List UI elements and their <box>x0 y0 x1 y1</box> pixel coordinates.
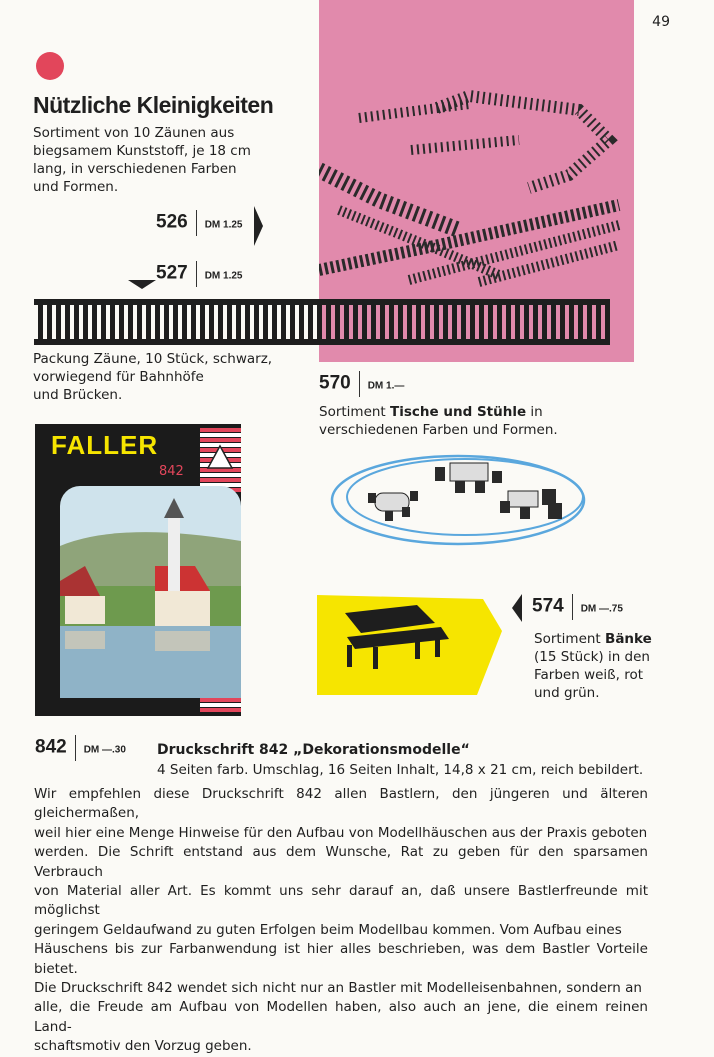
item-number: 842 <box>35 736 67 758</box>
fence-slat <box>542 303 547 343</box>
page-number: 49 <box>652 14 670 30</box>
fence-slat <box>191 303 196 343</box>
fence-slat <box>452 303 457 343</box>
fence-slat <box>407 303 412 343</box>
fence-slat <box>596 303 601 343</box>
item-842-price-line <box>35 735 126 765</box>
section-description <box>33 124 273 196</box>
item-number: 527 <box>156 262 188 284</box>
fence-slat <box>65 303 70 343</box>
desc-prefix: Sortiment <box>319 404 391 420</box>
bench-image <box>317 595 507 695</box>
desc-line: und Formen. <box>33 179 119 195</box>
fence-slat <box>227 303 232 343</box>
fence-slat <box>434 303 439 343</box>
item-842-title: Druckschrift 842 „Dekorationsmodelle“ <box>157 742 470 758</box>
desc-suffix: in <box>526 404 543 420</box>
body-line: alle, die Freude am Aufbau von Modellen haben, also auch an jene, die einem reinen Land- <box>34 999 648 1035</box>
fence-slat <box>92 303 97 343</box>
desc-line: Packung Zäune, 10 Stück, schwarz, <box>33 351 273 367</box>
desc-line: und Brücken. <box>33 387 123 403</box>
fence-slat <box>443 303 448 343</box>
booklet-cover <box>35 424 241 716</box>
fence-slat <box>155 303 160 343</box>
fence-slat <box>317 303 322 343</box>
fence-slat <box>47 303 52 343</box>
fence-slat <box>551 303 556 343</box>
item-574-price-line <box>532 594 623 624</box>
pointer-right-icon <box>254 206 264 246</box>
desc-bold: Bänke <box>605 631 652 647</box>
item-570-description <box>319 403 609 439</box>
desc-line: Farben weiß, rot <box>534 667 644 683</box>
fence-slat <box>416 303 421 343</box>
item-842-subtitle: 4 Seiten farb. Umschlag, 16 Seiten Inhalt, 14,8 x 21 cm, reich bebildert. <box>157 762 644 778</box>
fence-slat <box>560 303 565 343</box>
fence-slat <box>281 303 286 343</box>
divider <box>359 371 360 397</box>
fence-slat <box>209 303 214 343</box>
fence-slat <box>263 303 268 343</box>
fence-slat <box>524 303 529 343</box>
fence-slat <box>362 303 367 343</box>
fence-slat <box>245 303 250 343</box>
divider <box>75 735 76 761</box>
fence-slat <box>101 303 106 343</box>
item-527-description <box>33 350 313 404</box>
body-line: Die Druckschrift 842 wendet sich nicht nur an Bastler mit Modelleisenbahnen, sondern an <box>34 980 642 997</box>
item-527-price-line <box>156 261 243 291</box>
pointer-left-icon <box>512 594 522 622</box>
fence-slat <box>182 303 187 343</box>
item-price: DM 1.25 <box>204 270 243 282</box>
fence-slat <box>218 303 223 343</box>
fence-slat <box>200 303 205 343</box>
fence-slat <box>83 303 88 343</box>
fence-slat <box>254 303 259 343</box>
fence-slat <box>326 303 331 343</box>
fence-slat <box>74 303 79 343</box>
body-line: Wir empfehlen diese Druckschrift 842 allen Bastlern, den jüngeren und älteren gleichermaßen, <box>34 786 648 822</box>
fence-slat <box>569 303 574 343</box>
fence-slat <box>488 303 493 343</box>
item-number: 570 <box>319 372 351 394</box>
fence-slat <box>389 303 394 343</box>
desc-line: verschiedenen Farben und Formen. <box>319 422 558 438</box>
fence-slat <box>479 303 484 343</box>
fence-slat <box>497 303 502 343</box>
fence-slat <box>173 303 178 343</box>
fence-slat <box>335 303 340 343</box>
fence-slat <box>272 303 277 343</box>
fence-slat <box>398 303 403 343</box>
divider <box>572 594 573 620</box>
body-line: Häuschens bis zur Farbanwendung ist hier alles beschrieben, was dem Bastler Vorteile bietet. <box>34 941 648 977</box>
fence-slat <box>344 303 349 343</box>
fence-slat <box>470 303 475 343</box>
desc-line: vorwiegend für Bahnhöfe <box>33 369 204 385</box>
fence-slat <box>164 303 169 343</box>
fence-slat <box>56 303 61 343</box>
divider <box>196 210 197 236</box>
fence-slat <box>371 303 376 343</box>
body-line: von Material aller Art. Es kommt uns sehr darauf an, daß unsere Bastlerfreunde mit möglichst <box>34 883 648 919</box>
fence-slat <box>236 303 241 343</box>
desc-line: biegsamem Kunststoff, je 18 cm <box>33 143 251 159</box>
desc-line: und grün. <box>534 685 600 701</box>
booklet-brand: FALLER <box>51 430 159 460</box>
black-fence-image <box>34 299 610 347</box>
body-line: geringem Geldaufwand zu guten Erfolgen beim Modellbau kommen. Vom Aufbau eines <box>34 921 622 938</box>
desc-line: (15 Stück) in den <box>534 649 650 665</box>
desc-line: lang, in verschiedenen Farben <box>33 161 237 177</box>
item-price: DM 1.25 <box>204 219 243 231</box>
tables-chairs-image <box>330 445 600 555</box>
section-title: Nützliche Kleinigkeiten <box>33 92 274 118</box>
fence-slat <box>146 303 151 343</box>
fence-slat <box>380 303 385 343</box>
body-line: werden. Die Schrift entstand aus dem Wunsche, Rat zu geben für den sparsamen Verbrauch <box>34 844 648 880</box>
fence-slat <box>578 303 583 343</box>
fence-slat <box>533 303 538 343</box>
red-dot-marker <box>36 52 64 80</box>
desc-bold: Tische und Stühle <box>390 404 527 420</box>
item-574-description <box>534 630 674 702</box>
fence-slat <box>425 303 430 343</box>
fence-slat <box>128 303 133 343</box>
pointer-down-icon <box>128 280 156 290</box>
item-price: DM —.30 <box>83 744 126 756</box>
body-line: schaftsmotiv den Vorzug geben. <box>34 1038 252 1055</box>
booklet-number: 842 <box>159 464 184 479</box>
fence-slat <box>506 303 511 343</box>
fence-slat <box>299 303 304 343</box>
desc-prefix: Sortiment <box>534 631 606 647</box>
fence-slat <box>461 303 466 343</box>
desc-line: Sortiment von 10 Zäunen aus <box>33 125 235 141</box>
item-price: DM 1.— <box>367 380 405 392</box>
item-number: 526 <box>156 211 188 233</box>
fence-slat <box>119 303 124 343</box>
item-526-price-line <box>156 210 243 240</box>
fence-slat <box>353 303 358 343</box>
item-price: DM —.75 <box>580 603 623 615</box>
fence-slat <box>308 303 313 343</box>
fence-slat <box>515 303 520 343</box>
fence-slat <box>137 303 142 343</box>
divider <box>196 261 197 287</box>
body-paragraph <box>34 785 648 1057</box>
item-570-price-line <box>319 371 404 401</box>
fence-slat <box>38 303 43 343</box>
fence-slat <box>605 303 610 343</box>
village-scene-image <box>60 486 241 698</box>
body-line: weil hier eine Menge Hinweise für den Aufbau von Modellhäuschen aus der Praxis geboten <box>34 824 648 841</box>
fence-slat <box>587 303 592 343</box>
fence-slat <box>290 303 295 343</box>
item-number: 574 <box>532 595 564 617</box>
fence-slat <box>110 303 115 343</box>
